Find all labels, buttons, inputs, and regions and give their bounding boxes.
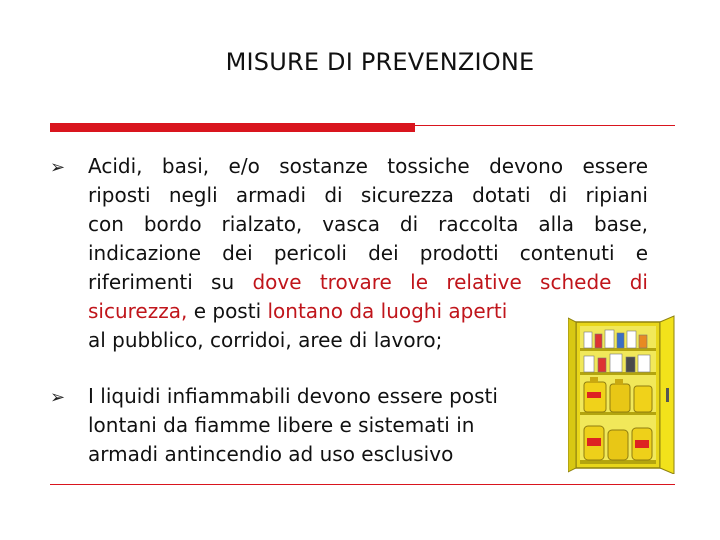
highlight-text: lontano da luoghi aperti [267, 299, 508, 323]
highlight-text: dove trovare le relative schede di [252, 270, 648, 294]
paragraph-line: al pubblico, corridoi, aree di lavoro; [88, 328, 443, 352]
paragraph-line: Acidi, basi, e/o sostanze tossiche devono essere [88, 154, 648, 178]
paragraph-line: con bordo rialzato, vasca di raccolta alla base, [88, 212, 648, 236]
line-text: riferimenti su [88, 270, 253, 294]
bullet-arrow-icon: ➢ [50, 157, 66, 178]
safety-cabinet-icon [568, 314, 678, 474]
title-underline-thin [415, 125, 675, 126]
paragraph-line: I liquidi infiammabili devono essere posti [88, 384, 498, 408]
bottom-rule [50, 484, 675, 485]
bullet-paragraph-2 [88, 382, 558, 469]
paragraph-line [88, 297, 648, 326]
paragraph-line: armadi antincendio ad uso esclusivo [88, 442, 454, 466]
line-text: e posti [187, 299, 268, 323]
paragraph-line: lontani da fiamme libere e sistemati in [88, 413, 475, 437]
paragraph-line: riposti negli armadi di sicurezza dotati di ripiani [88, 183, 648, 207]
bullet-paragraph-1 [88, 152, 648, 355]
highlight-text: sicurezza, [88, 299, 188, 323]
slide-title: MISURE DI PREVENZIONE [225, 48, 535, 76]
bullet-arrow-icon: ➢ [50, 387, 66, 408]
title-underline-thick [50, 123, 415, 132]
paragraph-line: indicazione dei pericoli dei prodotti contenuti e [88, 241, 648, 265]
paragraph-line [88, 268, 648, 297]
